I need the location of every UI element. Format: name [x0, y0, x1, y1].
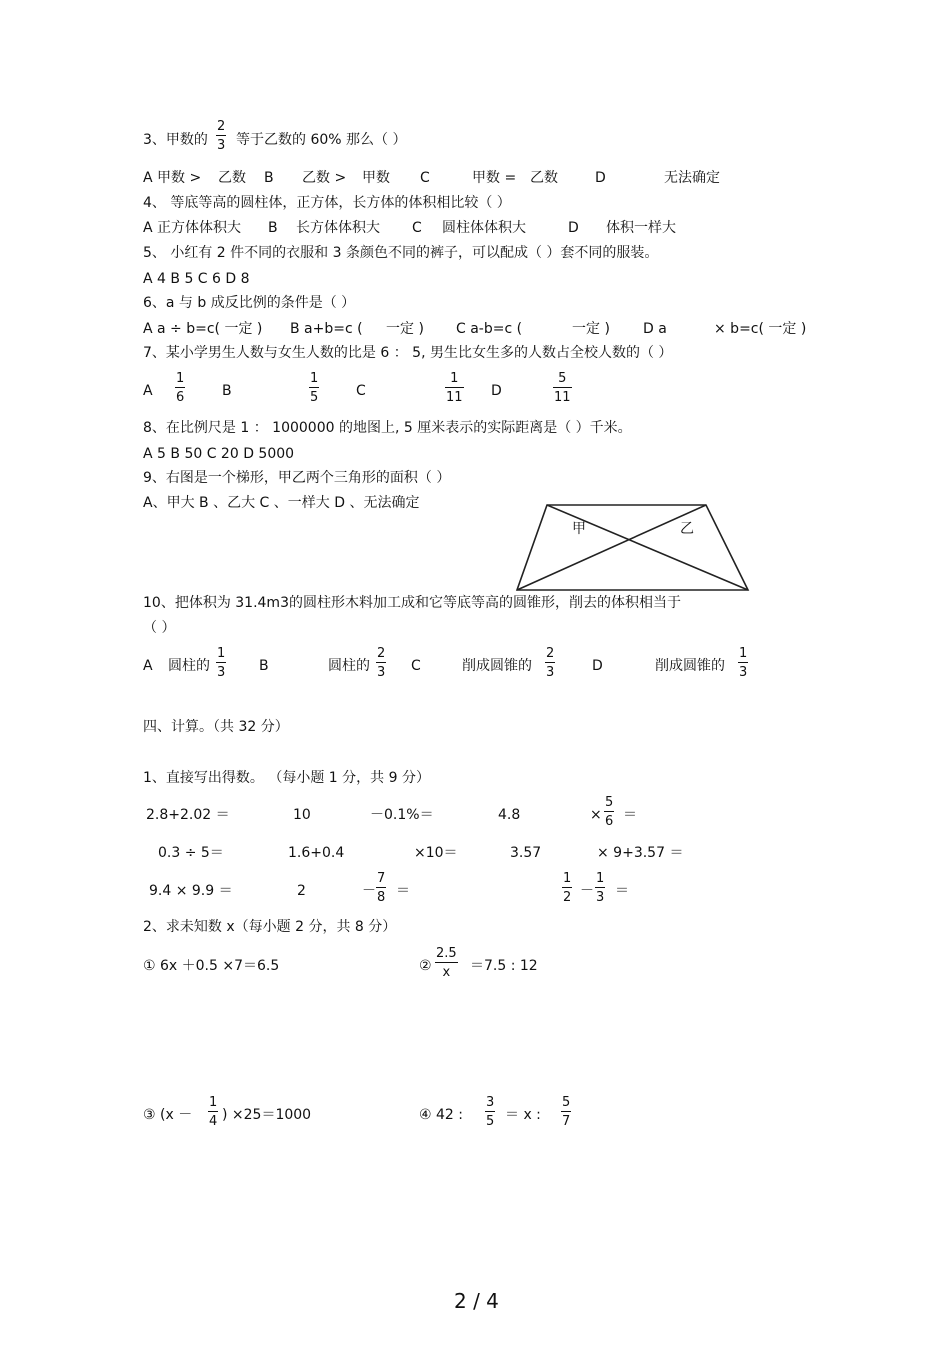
- q7-frac-b-den: 5: [310, 390, 319, 405]
- q6-option-b: B a+b=c (: [290, 321, 363, 337]
- q8-options: A 5 B 50 C 20 D 5000: [143, 446, 295, 462]
- q6-option-c2: 一定 ): [572, 321, 610, 337]
- calc-r3-b: 2: [297, 883, 306, 899]
- equation-3-pre: ③ (x －: [143, 1107, 193, 1123]
- calc-r3-frac-2: [562, 872, 572, 904]
- q4-option-d2: 体积一样大: [606, 220, 676, 236]
- q6-option-c: C a-b=c (: [456, 321, 523, 337]
- equation-4-frac-1-num: 3: [486, 1095, 495, 1110]
- q4-option-b2: 长方体体积大: [296, 220, 380, 236]
- q10-frac-c-num: 2: [546, 646, 555, 661]
- calc-r3-g: －: [580, 883, 594, 899]
- q4-stem: 4、 等底等高的圆柱体，正方体，长方体的体积相比较（ ）: [143, 195, 511, 211]
- equation-2-frac-den: x: [442, 965, 451, 980]
- trapezoid-diagonal-1: [547, 505, 748, 590]
- q9-stem: 9、右图是一个梯形，甲乙两个三角形的面积（ ）: [143, 470, 451, 486]
- calc-r1-frac: [604, 796, 614, 828]
- q5-options: A 4 B 5 C 6 D 8: [143, 271, 250, 287]
- triangle-label-yi: 乙: [680, 521, 694, 537]
- equation-2-frac: [435, 947, 458, 979]
- calc-r1-a: 2.8+2.02 ＝: [146, 807, 230, 823]
- q10-frac-d: [738, 647, 748, 679]
- q7-frac-a-den: 6: [176, 390, 185, 405]
- equation-4-frac-1: [485, 1096, 495, 1128]
- q6-option-d: D a: [643, 321, 667, 337]
- page-number: 2 / 4: [454, 1289, 499, 1313]
- q7-stem: 7、某小学男生人数与女生人数的比是 6 ： 5, 男生比女生多的人数占全校人数的（ ）: [143, 345, 673, 361]
- equation-3-post: ) ×25＝1000: [222, 1107, 312, 1123]
- q7-frac-b: [309, 372, 319, 404]
- q5-stem: 5、 小红有 2 件不同的衣服和 3 条颜色不同的裤子，可以配成（ ）套不同的服装。: [143, 245, 659, 261]
- q3-frac-den: 3: [217, 138, 226, 153]
- q4-option-c2: 圆柱体体积大: [442, 220, 526, 236]
- trapezoid-diagonal-2: [517, 505, 706, 590]
- calc-r3-frac-2-num: 1: [563, 871, 572, 886]
- calc-r2-e: × 9+3.57 ＝: [597, 845, 684, 861]
- q3-option-c2: 甲数 =: [472, 170, 517, 186]
- q6-stem: 6、a 与 b 成反比例的条件是（ ）: [143, 295, 356, 311]
- q7-frac-d: [553, 372, 572, 404]
- q7-label-c: C: [356, 383, 366, 399]
- q7-frac-c: [445, 372, 464, 404]
- q10-frac-c: [545, 647, 555, 679]
- q3-stem-pre: 3、甲数的: [143, 132, 208, 148]
- equation-2-rest: ＝7.5 : 12: [470, 958, 538, 974]
- q3-option-d: D: [595, 170, 606, 186]
- calc-r1-g: ＝: [623, 807, 637, 823]
- q3-option-b3: 甲数: [362, 170, 390, 186]
- q4-option-d: D: [568, 220, 579, 236]
- q10-frac-a-den: 3: [217, 665, 226, 680]
- q3-option-c3: 乙数: [530, 170, 558, 186]
- q7-label-a: A: [143, 383, 153, 399]
- q10-frac-d-num: 1: [739, 646, 748, 661]
- q10-label-d: D: [592, 658, 603, 674]
- calc-r1-frac-num: 5: [605, 795, 614, 810]
- q10-label-c2: 削成圆锥的: [462, 658, 532, 674]
- q4-option-b: B: [268, 220, 278, 236]
- calc-r3-frac-3: [595, 872, 605, 904]
- calc-r3-a: 9.4 × 9.9 ＝: [149, 883, 233, 899]
- q10-stem: 10、把体积为 31.4m3的圆柱形木料加工成和它等底等高的圆锥形，削去的体积相当于: [143, 595, 681, 611]
- q10-label-a: A: [143, 658, 153, 674]
- q7-frac-b-num: 1: [310, 371, 319, 386]
- q10-frac-b-den: 3: [377, 665, 386, 680]
- q3-option-a: A 甲数 >: [143, 170, 202, 186]
- calc-r2-c: ×10＝: [414, 845, 458, 861]
- calc-r1-e: ×: [590, 807, 602, 823]
- equation-4-frac-1-den: 5: [486, 1114, 495, 1129]
- calc-r3-frac-1-den: 8: [377, 890, 386, 905]
- equation-4-mid: ＝ x :: [505, 1107, 541, 1123]
- q7-frac-c-den: 11: [446, 390, 463, 405]
- trapezoid-figure: [514, 500, 754, 596]
- q10-frac-a: [216, 647, 226, 679]
- q10-frac-d-den: 3: [739, 665, 748, 680]
- equation-1: ① 6x ＋0.5 ×7＝6.5: [143, 958, 280, 974]
- calc-r3-e: ＝: [396, 883, 410, 899]
- calc-r3-frac-3-num: 1: [596, 871, 605, 886]
- triangle-label-jia: 甲: [572, 521, 586, 537]
- calc-r1-d: 4.8: [498, 807, 521, 823]
- q3-option-b2: 乙数 >: [302, 170, 347, 186]
- q10-label-a2: 圆柱的: [168, 658, 210, 674]
- equation-4-frac-2: [561, 1096, 571, 1128]
- calc-r3-frac-2-den: 2: [563, 890, 572, 905]
- q7-frac-d-den: 11: [554, 390, 571, 405]
- calc-r3-c: －: [362, 883, 376, 899]
- q10-label-b2: 圆柱的: [328, 658, 370, 674]
- calc-r1-frac-den: 6: [605, 814, 614, 829]
- calc-r1-c: －0.1%＝: [370, 807, 434, 823]
- q8-stem: 8、在比例尺是 1 ： 1000000 的地图上, 5 厘米表示的实际距离是（ ）千米。: [143, 420, 632, 436]
- calc-r1-b: 10: [293, 807, 311, 823]
- equation-4-frac-2-den: 7: [562, 1114, 571, 1129]
- q10-frac-b-num: 2: [377, 646, 386, 661]
- calc-r3-i: ＝: [615, 883, 629, 899]
- calc-r2-a: 0.3 ÷ 5＝: [158, 845, 224, 861]
- q7-label-d: D: [491, 383, 502, 399]
- calc-r3-frac-1: [376, 872, 386, 904]
- q3-option-c: C: [420, 170, 430, 186]
- q3-fraction: [216, 120, 226, 152]
- q7-frac-a: [175, 372, 185, 404]
- part2-title: 2、求未知数 x（每小题 2 分，共 8 分）: [143, 919, 397, 935]
- section4-title: 四、计算。（共 32 分）: [143, 719, 289, 735]
- part1-title: 1、直接写出得数。 （每小题 1 分，共 9 分）: [143, 770, 430, 786]
- calc-r3-frac-1-num: 7: [377, 871, 386, 886]
- q10-label-c: C: [411, 658, 421, 674]
- q9-options: A、甲大 B 、乙大 C 、一样大 D 、无法确定: [143, 495, 420, 511]
- q3-stem-post: 等于乙数的 60% 那么（ ）: [236, 132, 407, 148]
- q10-label-d2: 削成圆锥的: [655, 658, 725, 674]
- equation-2-frac-num: 2.5: [436, 946, 457, 961]
- q10-frac-c-den: 3: [546, 665, 555, 680]
- q6-option-b2: 一定 ): [386, 321, 424, 337]
- equation-4-pre: ④ 42 :: [419, 1107, 463, 1123]
- q3-option-b: B: [264, 170, 274, 186]
- trapezoid-outline: [517, 505, 748, 590]
- q10-frac-a-num: 1: [217, 646, 226, 661]
- q3-option-a2: 乙数: [218, 170, 246, 186]
- q7-frac-c-num: 1: [450, 371, 459, 386]
- calc-r3-frac-3-den: 3: [596, 890, 605, 905]
- q10-blank: （ ）: [143, 620, 176, 636]
- q4-option-c: C: [412, 220, 422, 236]
- q3-frac-num: 2: [217, 119, 226, 134]
- equation-2-label: ②: [419, 958, 432, 974]
- q4-option-a: A 正方体体积大: [143, 220, 242, 236]
- q6-option-d2: × b=c( 一定 ): [714, 321, 807, 337]
- q7-frac-a-num: 1: [176, 371, 185, 386]
- q3-option-d2: 无法确定: [664, 170, 720, 186]
- q10-frac-b: [376, 647, 386, 679]
- q6-option-a: A a ÷ b=c( 一定 ): [143, 321, 263, 337]
- equation-3-frac-den: 4: [209, 1114, 218, 1129]
- calc-r2-d: 3.57: [510, 845, 542, 861]
- equation-3-frac-num: 1: [209, 1095, 218, 1110]
- equation-4-frac-2-num: 5: [562, 1095, 571, 1110]
- calc-r2-b: 1.6+0.4: [288, 845, 345, 861]
- q7-label-b: B: [222, 383, 232, 399]
- equation-3-frac: [208, 1096, 218, 1128]
- q10-label-b: B: [259, 658, 269, 674]
- q7-frac-d-num: 5: [558, 371, 567, 386]
